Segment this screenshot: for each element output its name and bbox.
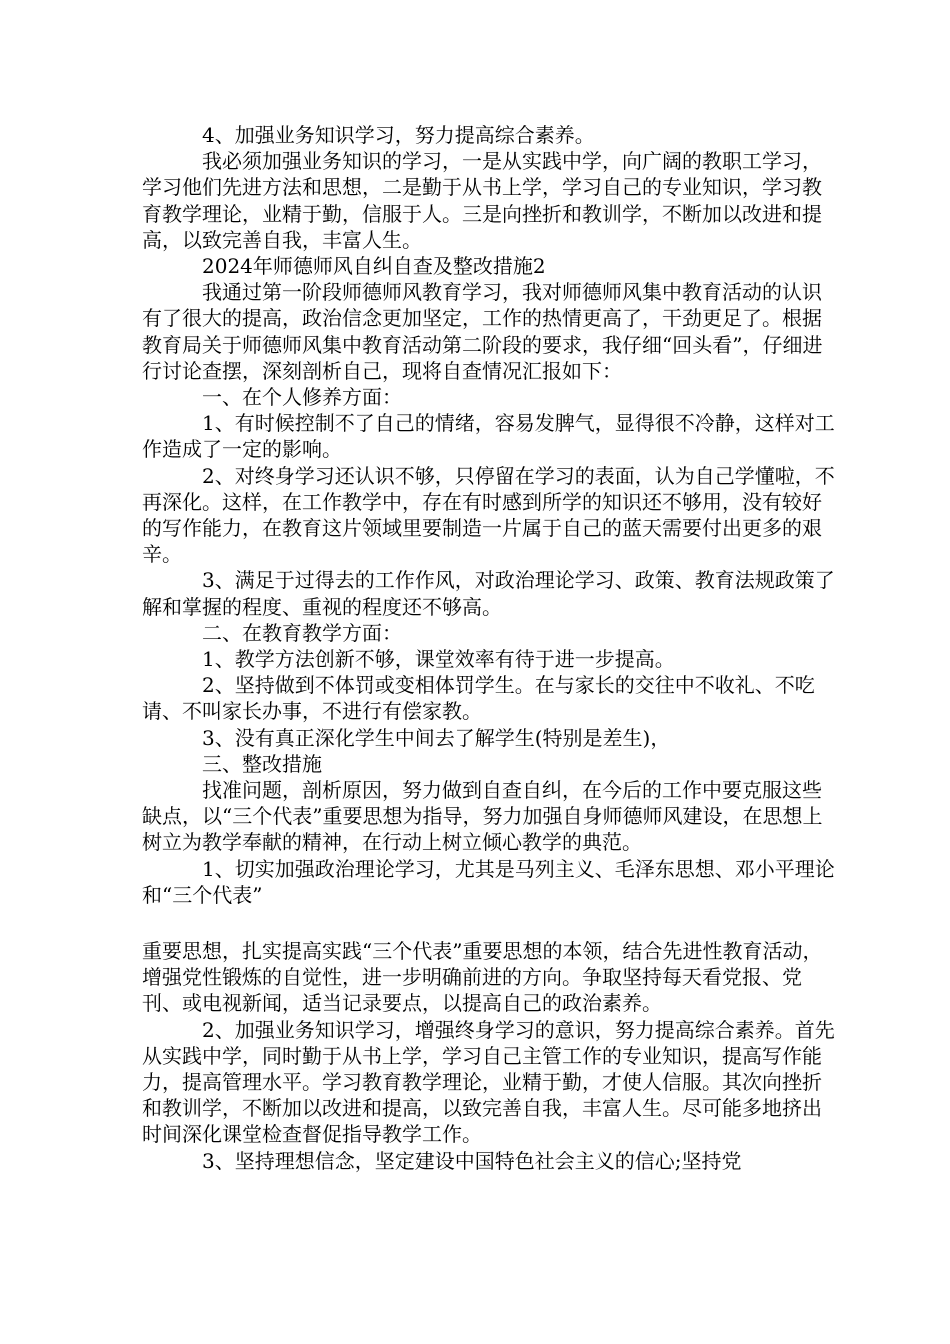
section-heading-measures-2: 2024年师德师风自纠自查及整改措施2 bbox=[202, 254, 546, 279]
text-block-upper bbox=[142, 122, 836, 908]
paragraph-emotions: 1、有时候控制不了自己的情绪，容易发脾气，显得很不冷静，这样对工作造成了一定的影响。 bbox=[142, 411, 835, 462]
paragraph-understand-students: 3、没有真正深化学生中间去了解学生(特别是差生)， bbox=[202, 725, 671, 750]
paragraph-political-theory: 1、切实加强政治理论学习，尤其是马列主义、毛泽东思想、邓小平理论和“三个代表” bbox=[142, 856, 835, 907]
paragraph-first-stage: 我通过第一阶段师德师风教育学习，我对师德师风集中教育活动的认识有了很大的提高，政治信念更加坚定，工作的热情更高了，干劲更足了。根据教育局关于师德师风集中教育活动第二阶段的要求，我仔细“回头看”，仔细进行讨论查摆，深刻剖析自己，现将自查情况汇报如下： bbox=[142, 280, 823, 383]
paragraph-4-business-knowledge: 4、加强业务知识学习，努力提高综合素养。 bbox=[202, 123, 595, 147]
heading-rectification: 三、整改措施 bbox=[202, 751, 322, 776]
paragraph-lifelong-learning: 2、对终身学习还认识不够，只停留在学习的表面，认为自己学懂啦，不再深化。这样，在工作教学中，存在有时感到所学的知识还不够用，没有较好的写作能力，在教育这片领域里要制造一片属于自己的蓝天需要付出更多的艰辛。 bbox=[142, 463, 835, 567]
paragraph-find-problems: 找准问题，剖析原因，努力做到自查自纠，在今后的工作中要克服这些缺点，以“三个代表”重要思想为指导，努力加强自身师德师风建设，在思想上树立为教学奉献的精神，在行动上树立倾心教学的典范。 bbox=[142, 778, 823, 855]
paragraph-business-knowledge-2: 2、加强业务知识学习，增强终身学习的意识，努力提高综合素养。首先从实践中学，同时勤于从书上学，学习自己主管工作的专业知识，提高写作能力，提高管理水平。学习教育教学理论，业精于勤，才使人信服。其次向挫折和教训学，不断加以改进和提高，以致完善自我，丰富人生。尽可能多地挤出时间深化课堂检查督促指导教学工作。 bbox=[142, 1017, 835, 1147]
paragraph-ideals-beliefs: 3、坚持理想信念，坚定建设中国特色社会主义的信心;坚持党 bbox=[202, 1148, 742, 1173]
paragraph-must-strengthen: 我必须加强业务知识的学习，一是从实践中学，向广阔的教职工学习，学习他们先进方法和思想，二是勤于从书上学，学习自己的专业知识，学习教育教学理论，业精于勤，信服于人。三是向挫折和教训学，不断加以改进和提高，以致完善自我，丰富人生。 bbox=[142, 149, 822, 252]
heading-education-teaching: 二、在教育教学方面： bbox=[202, 620, 402, 645]
paragraph-no-punishment: 2、坚持做到不体罚或变相体罚学生。在与家长的交往中不收礼、不吃请、不叫家长办事，不进行有偿家教。 bbox=[142, 673, 815, 724]
paragraph-teaching-method: 1、教学方法创新不够，课堂效率有待于进一步提高。 bbox=[202, 647, 675, 672]
paragraph-work-style: 3、满足于过得去的工作作风，对政治理论学习、政策、教育法规政策了解和掌握的程度、重视的程度还不够高。 bbox=[142, 568, 835, 619]
heading-personal-cultivation: 一、在个人修养方面： bbox=[202, 385, 402, 410]
text-block-lower bbox=[142, 938, 836, 1174]
paragraph-important-thought: 重要思想，扎实提高实践“三个代表”重要思想的本领，结合先进性教育活动，增强党性锻炼的自觉性，进一步明确前进的方向。争取坚持每天看党报、党刊、或电视新闻，适当记录要点，以提高自己的政治素养。 bbox=[142, 939, 823, 1016]
